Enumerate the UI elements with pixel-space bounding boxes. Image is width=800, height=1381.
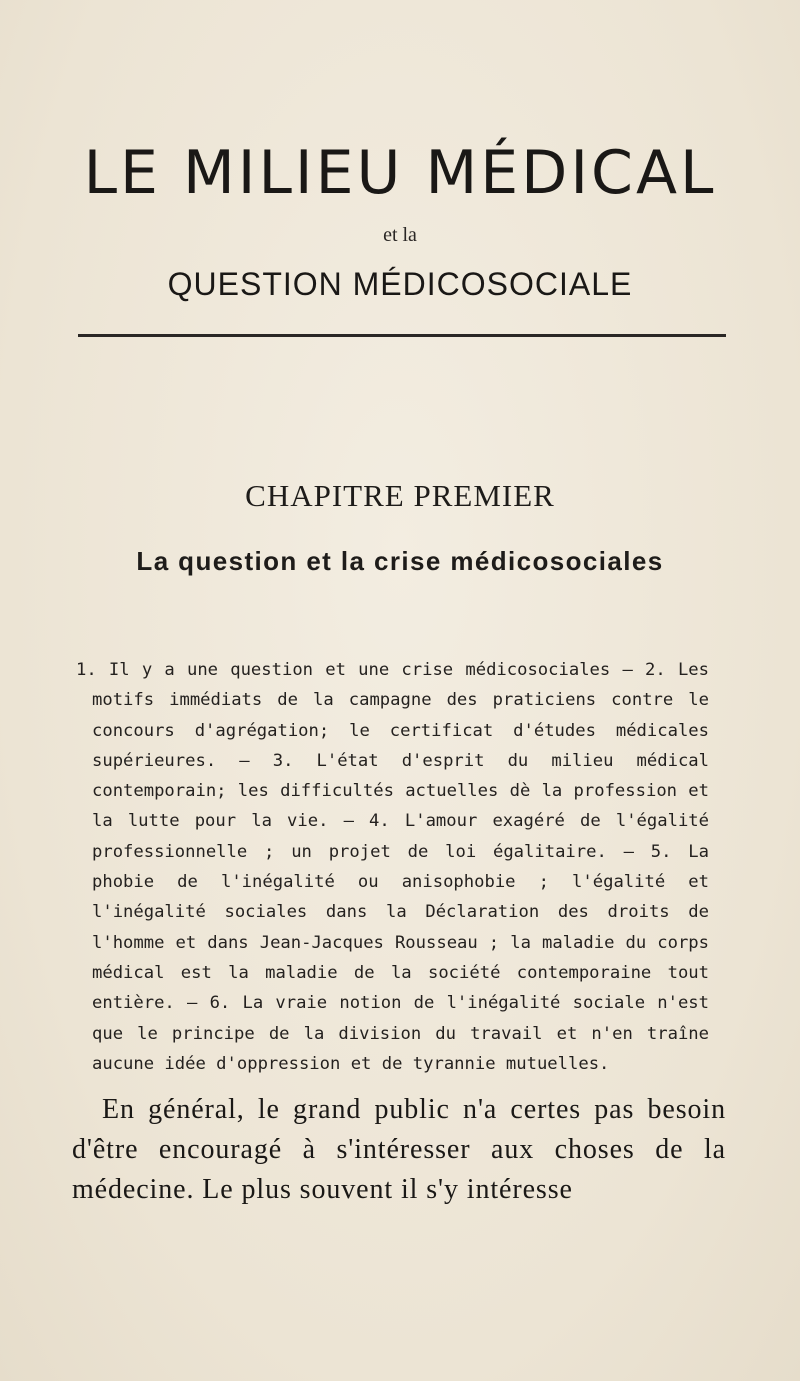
book-title: LE MILIEU MÉDICAL: [83, 138, 717, 208]
chapter-title: La question et la crise médicosociales: [136, 546, 664, 576]
title-rule-divider: [78, 334, 726, 337]
body-paragraph: En général, le grand public n'a certes pas besoin d'être encouragé à s'intéresser aux choses de la médecine. Le plus souvent il s'y intéresse: [72, 1094, 726, 1205]
book-subtitle: QUESTION MÉDICOSOCIALE: [167, 266, 633, 302]
chapter-summary: 1. Il y a une question et une crise médicosociales — 2. Les motifs immédiats de la campagne des praticiens contre le concours d'agrégation; le certificat d'études médicales supérieures. — 3. L'état d'esprit du milieu médical contemporain; les difficultés actuelles dè la profession et la lutte pour la vie. — 4. L'amour exagéré de l'égalité professionnelle ; un projet de loi égalitaire. — 5. La phobie de l'inégalité ou anisophobie ; l'égalité et l'inégalité sociales dans la Déclaration des droits de l'homme et dans Jean-Jacques Rousseau ; la maladie du corps médical est la maladie de la société contemporaine tout entière. — 6. La vraie notion de l'inégalité sociale n'est que le principe de la division du travail et n'en traîne aucune idée d'oppression et de tyrannie mutuelles.: [76, 660, 709, 1074]
chapter-label: CHAPITRE PREMIER: [245, 478, 555, 513]
title-connector: et la: [383, 224, 417, 246]
